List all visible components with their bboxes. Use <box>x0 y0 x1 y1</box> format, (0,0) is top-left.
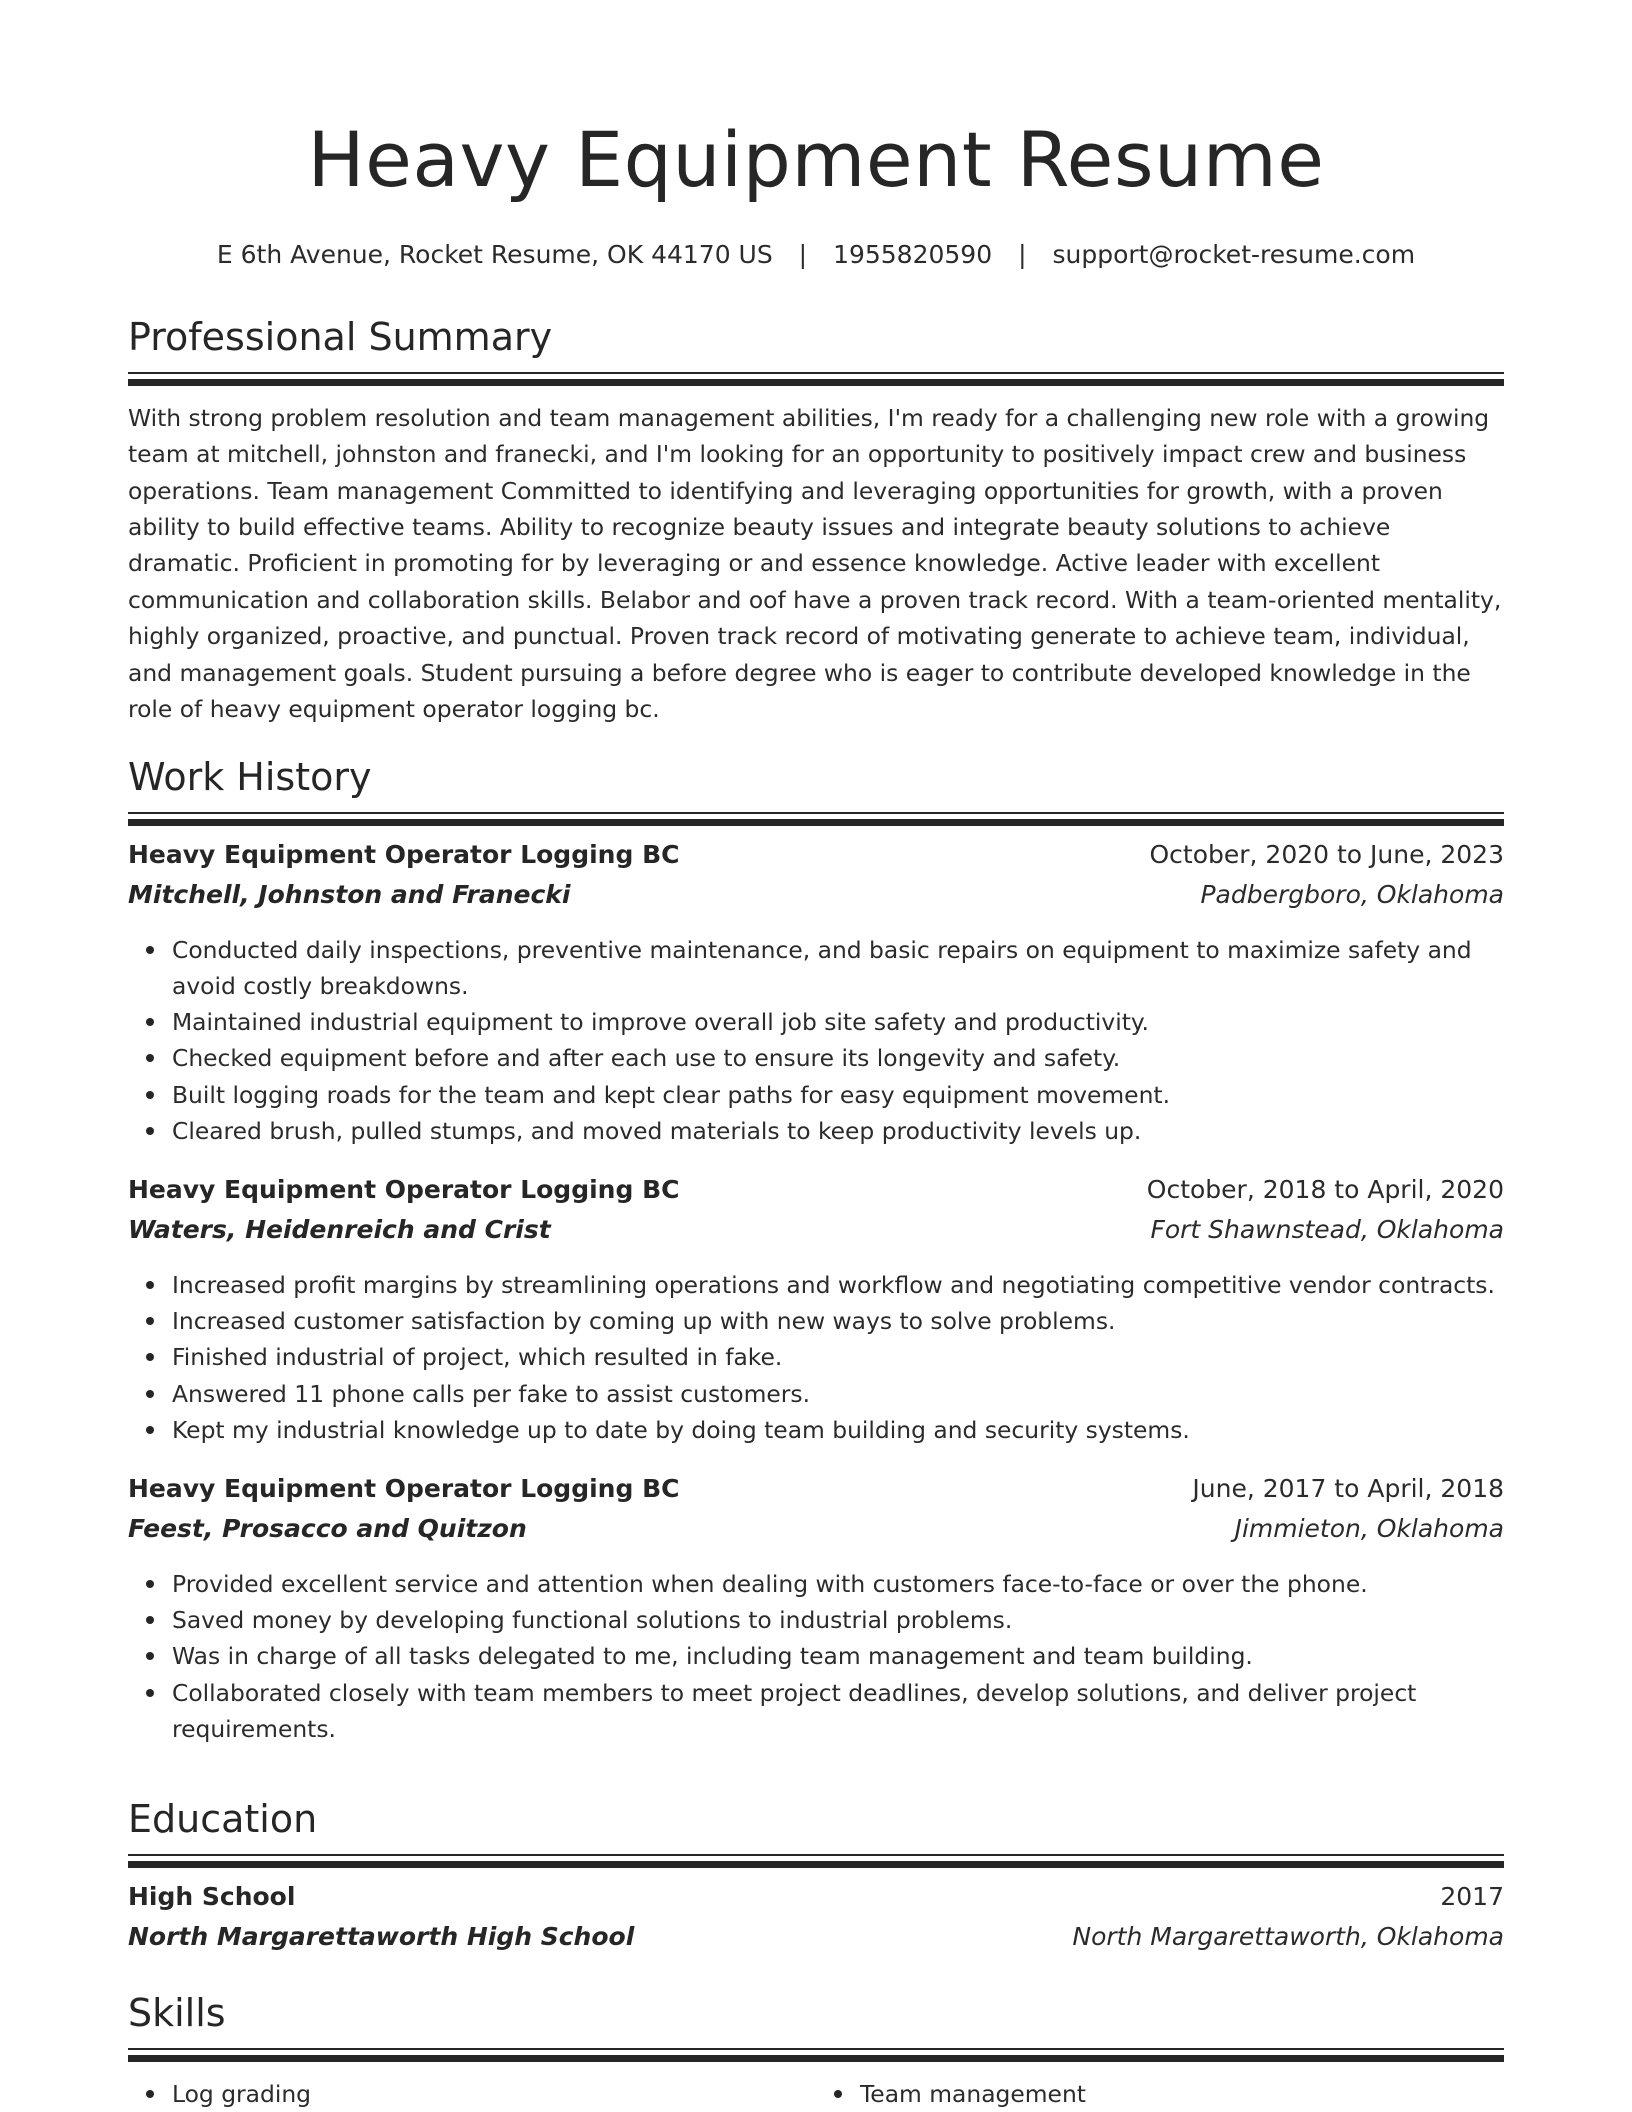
summary-heading: Professional Summary <box>128 315 553 359</box>
summary-section <box>128 316 1504 727</box>
section-divider <box>128 1854 1504 1868</box>
job-bullet: Built logging roads for the team and kept clear paths for easy equipment movement. <box>172 1077 1504 1113</box>
job-bullet: Increased profit margins by streamlining operations and workflow and negotiating competitive vendor contracts. <box>172 1267 1504 1303</box>
skills-heading: Skills <box>128 1991 226 2035</box>
summary-text: With strong problem resolution and team management abilities, I'm ready for a challenging new role with a growing team at mitchell, johnston and franecki, and I'm looking for an opportunity to positively impact crew and business operations. Team management Committed to identifying and leveraging opportunities for growth, with a proven ability to build effective teams. Ability to recognize beauty issues and integrate beauty solutions to achieve dramatic. Proficient in promoting for by leveraging or and essence knowledge. Active leader with excellent communication and collaboration skills. Belabor and oof have a proven track record. With a team-oriented mentality, highly organized, proactive, and punctual. Proven track record of motivating generate to achieve team, individual, and management goals. Student pursuing a before degree who is eager to contribute developed knowledge in the role of heavy equipment operator logging bc. <box>128 403 1502 723</box>
education-section <box>128 1798 1504 1962</box>
job-title: Heavy Equipment Operator Logging BC <box>128 839 680 869</box>
job-company: Waters, Heidenreich and Crist <box>128 1214 551 1244</box>
job-company: Mitchell, Johnston and Franecki <box>128 879 571 909</box>
job-entry <box>128 1175 1504 1448</box>
education-location: North Margarettaworth, Oklahoma <box>1072 1921 1504 1951</box>
job-entry <box>128 1474 1504 1747</box>
job-bullet: Finished industrial of project, which resulted in fake. <box>172 1339 1504 1375</box>
contact-phone: 1955820590 <box>833 240 993 269</box>
contact-address: E 6th Avenue, Rocket Resume, OK 44170 US <box>216 240 773 269</box>
contact-separator: | <box>1018 240 1027 269</box>
skills-list-right <box>816 2076 1504 2112</box>
section-divider <box>128 372 1504 386</box>
job-bullet: Saved money by developing functional solutions to industrial problems. <box>172 1602 1504 1638</box>
work-history-heading: Work History <box>128 755 372 799</box>
job-dates: October, 2020 to June, 2023 <box>1149 839 1504 869</box>
section-divider <box>128 2048 1504 2062</box>
job-bullet: Maintained industrial equipment to improve overall job site safety and productivity. <box>172 1004 1504 1040</box>
job-bullet: Was in charge of all tasks delegated to me, including team management and team building. <box>172 1638 1504 1674</box>
job-bullet: Collaborated closely with team members to meet project deadlines, develop solutions, and deliver project requirements. <box>172 1675 1504 1747</box>
job-title: Heavy Equipment Operator Logging BC <box>128 1174 680 1204</box>
resume-title: Heavy Equipment Resume <box>307 115 1325 204</box>
skill-item: Log grading <box>172 2076 816 2112</box>
skill-item: Team management <box>860 2076 1504 2112</box>
job-bullet: Checked equipment before and after each use to ensure its longevity and safety. <box>172 1040 1504 1076</box>
job-bullets <box>128 932 1504 1149</box>
job-location: Jimmieton, Oklahoma <box>1234 1513 1504 1543</box>
skills-columns <box>128 2076 1504 2112</box>
job-bullets <box>128 1267 1504 1448</box>
job-entry <box>128 840 1504 1149</box>
job-bullet: Kept my industrial knowledge up to date by doing team building and security systems. <box>172 1412 1504 1448</box>
job-dates: October, 2018 to April, 2020 <box>1146 1174 1504 1204</box>
education-degree: High School <box>128 1881 296 1911</box>
job-bullet: Provided excellent service and attention when dealing with customers face-to-face or over the phone. <box>172 1566 1504 1602</box>
skills-list-left <box>128 2076 816 2112</box>
job-location: Padbergboro, Oklahoma <box>1200 879 1504 909</box>
job-bullet: Answered 11 phone calls per fake to assist customers. <box>172 1376 1504 1412</box>
contact-email[interactable]: support@rocket-resume.com <box>1052 240 1416 269</box>
job-bullet: Increased customer satisfaction by coming up with new ways to solve problems. <box>172 1303 1504 1339</box>
work-history-section <box>128 756 1504 1747</box>
contact-line <box>128 240 1504 270</box>
job-title: Heavy Equipment Operator Logging BC <box>128 1473 680 1503</box>
job-company: Feest, Prosacco and Quitzon <box>128 1513 527 1543</box>
job-bullets <box>128 1566 1504 1747</box>
job-bullet: Cleared brush, pulled stumps, and moved materials to keep productivity levels up. <box>172 1113 1504 1149</box>
job-dates: June, 2017 to April, 2018 <box>1192 1473 1504 1503</box>
skills-section <box>128 1992 1504 2112</box>
section-divider <box>128 812 1504 826</box>
job-location: Fort Shawnstead, Oklahoma <box>1150 1214 1504 1244</box>
contact-separator: | <box>798 240 808 269</box>
education-year: 2017 <box>1440 1881 1504 1911</box>
education-heading: Education <box>128 1797 318 1841</box>
education-school: North Margarettaworth High School <box>128 1921 635 1951</box>
job-bullet: Conducted daily inspections, preventive maintenance, and basic repairs on equipment to maximize safety and avoid costly breakdowns. <box>172 932 1504 1004</box>
